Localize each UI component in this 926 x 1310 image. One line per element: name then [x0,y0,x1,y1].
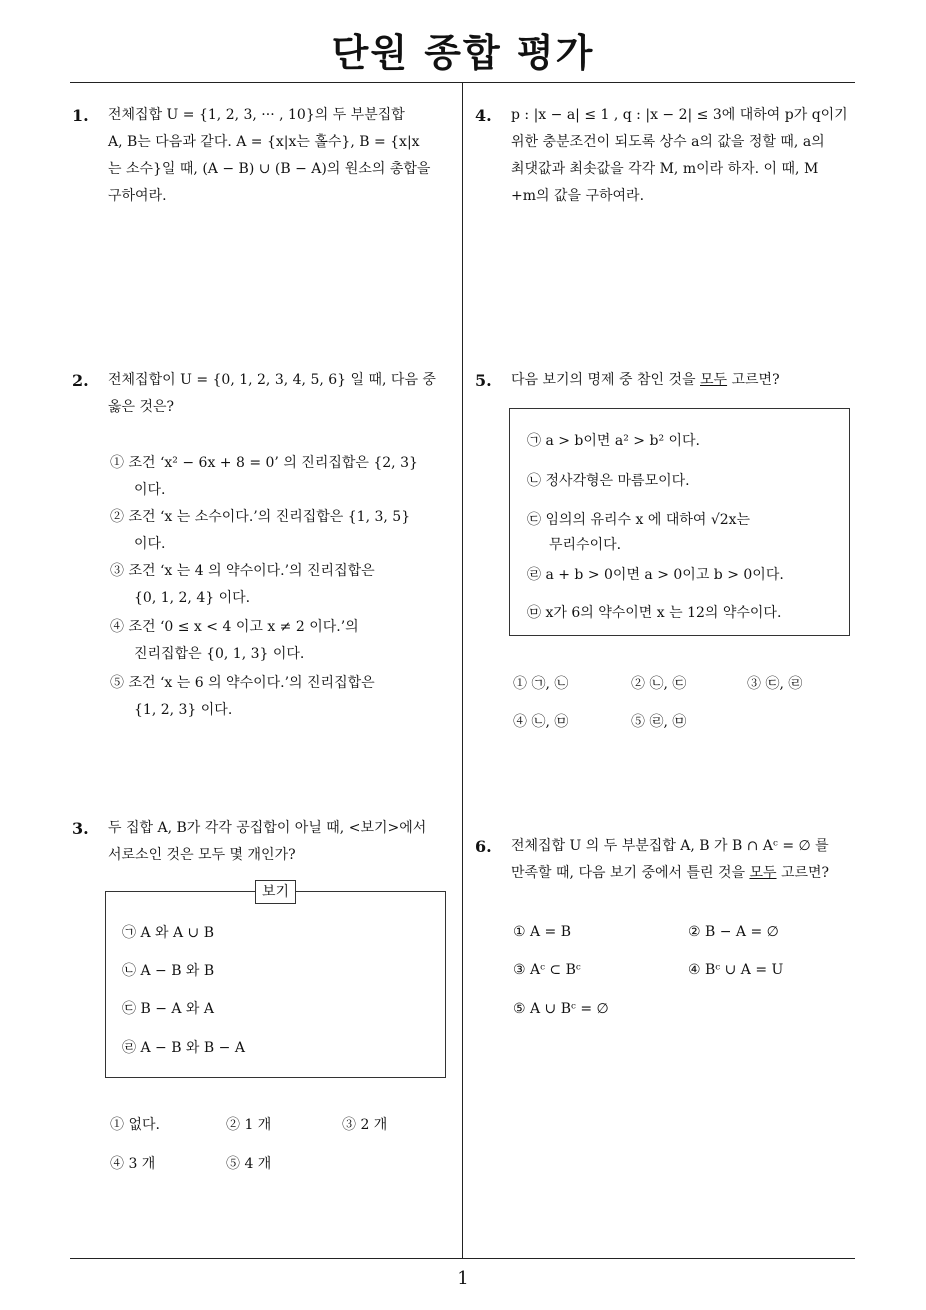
text-line: 전체집합 U = {1, 2, 3, ··· , 10}의 두 부분집합 [108,107,405,123]
text-line: 두 집합 A, B가 각각 공집합이 아닐 때, <보기>에서 [108,820,427,836]
text-part: 고르면? [776,865,830,881]
box-item: ㉢ B − A 와 A [122,1001,215,1017]
choice-4[interactable]: ④ ㉡, ㉤ [513,714,569,730]
choice-line: 이다. [134,482,166,498]
question-3 [72,815,462,875]
text-line: p : |x − a| ≤ 1 , q : |x − 2| ≤ 3에 대하여 p가 q이기 [511,107,848,123]
choice-3[interactable]: ③ 2 개 [342,1117,388,1133]
choice-line: {1, 2, 3} 이다. [134,702,233,718]
text-line: 전체집합이 U = {0, 1, 2, 3, 4, 5, 6} 일 때, 다음 중 [108,372,436,388]
question-6 [475,833,865,893]
box-item: ㉡ 정사각형은 마름모이다. [527,473,690,489]
question-text [108,815,453,869]
box-item: ㉢ 임의의 유리수 x 에 대하여 √2x는 [527,512,751,528]
choice-line: ② 조건 ‘x 는 소수이다.’의 진리집합은 {1, 3, 5} [110,509,411,525]
box-item: ㉣ A − B 와 B − A [122,1040,245,1056]
bottom-rule [70,1258,855,1259]
choice-2[interactable] [110,504,455,558]
text-line: 전체집합 U 의 두 부분집합 A, B 가 B ∩ Aᶜ = ∅ 를 [511,838,829,854]
text-line: 구하여라. [108,188,167,204]
example-box-label: 보기 [255,880,296,904]
question-number: 6. [475,837,492,856]
text-line [511,860,861,887]
text-part: 만족할 때, 다음 보기 중에서 틀린 것을 [511,865,750,881]
choice-1[interactable]: ① A = B [513,924,572,940]
choice-5[interactable]: ⑤ 4 개 [226,1156,272,1172]
question-number: 1. [72,106,89,125]
box-item: ㉣ a + b > 0이면 a > 0이고 b > 0이다. [527,567,784,583]
text-line: 는 소수}일 때, (A − B) ∪ (B − A)의 원소의 총합을 [108,161,431,177]
box-item: ㉠ A 와 A ∪ B [122,925,215,941]
box-item: 무리수이다. [549,537,622,553]
choice-3[interactable] [110,558,455,612]
choice-line: ① 조건 ‘x² − 6x + 8 = 0’ 의 진리집합은 {2, 3} [110,455,418,471]
question-4 [475,102,865,212]
emphasis-text: 모두 [700,372,728,388]
text-line: 위한 충분조건이 되도록 상수 a의 값을 정할 때, a의 [511,134,825,150]
choice-2[interactable]: ② ㉡, ㉢ [631,676,687,692]
box-item: ㉡ A − B 와 B [122,963,215,979]
question-number: 4. [475,106,492,125]
choice-3[interactable]: ③ ㉢, ㉣ [747,676,803,692]
choice-5[interactable] [110,670,455,724]
question-number: 5. [475,371,492,390]
question-number: 2. [72,371,89,390]
choice-4[interactable] [110,614,455,668]
page-title: 단원 종합 평가 [331,31,595,75]
choice-line: ③ 조건 ‘x 는 4 의 약수이다.’의 진리집합은 [110,563,375,579]
text-line: 최댓값과 최솟값을 각각 M, m이라 하자. 이 때, M [511,161,819,177]
question-5 [475,367,865,397]
choice-line: ④ 조건 ‘0 ≤ x < 4 이고 x ≠ 2 이다.’의 [110,619,359,635]
choice-4[interactable]: ④ 3 개 [110,1156,156,1172]
page-number: 1 [457,1268,469,1289]
text-line: +m의 값을 구하여라. [511,188,645,204]
column-divider [462,83,463,1258]
choice-1[interactable] [110,450,455,504]
question-text [511,833,861,887]
choice-2[interactable]: ② 1 개 [226,1117,272,1133]
choice-5[interactable]: ⑤ ㉣, ㉤ [631,714,687,730]
choice-2[interactable]: ② B − A = ∅ [688,924,779,940]
question-number: 3. [72,819,89,838]
question-text [511,367,861,394]
choice-line: {0, 1, 2, 4} 이다. [134,590,251,606]
question-2 [72,367,462,427]
choice-line: 진리집합은 {0, 1, 3} 이다. [134,646,305,662]
choice-line: ⑤ 조건 ‘x 는 6 의 약수이다.’의 진리집합은 [110,675,375,691]
emphasis-text: 모두 [749,865,777,881]
choice-1[interactable]: ① ㉠, ㉡ [513,676,569,692]
text-line: A, B는 다음과 같다. A = {x|x는 홀수}, B = {x|x [108,134,420,150]
box-item: ㉤ x가 6의 약수이면 x 는 12의 약수이다. [527,605,782,621]
question-1 [72,102,462,212]
choice-3[interactable]: ③ Aᶜ ⊂ Bᶜ [513,962,581,978]
question-text [108,367,453,421]
text-line: 옳은 것은? [108,399,175,415]
text-line: 서로소인 것은 모두 몇 개인가? [108,847,296,863]
choice-line: 이다. [134,536,166,552]
choice-5[interactable]: ⑤ A ∪ Bᶜ = ∅ [513,1001,609,1017]
box-item: ㉠ a > b이면 a² > b² 이다. [527,433,700,449]
question-text [108,102,453,210]
choice-1[interactable]: ① 없다. [110,1117,160,1133]
question-text [511,102,861,210]
text-part: 다음 보기의 명제 중 참인 것을 [511,372,700,388]
choice-4[interactable]: ④ Bᶜ ∪ A = U [688,962,784,978]
text-part: 고르면? [727,372,780,388]
